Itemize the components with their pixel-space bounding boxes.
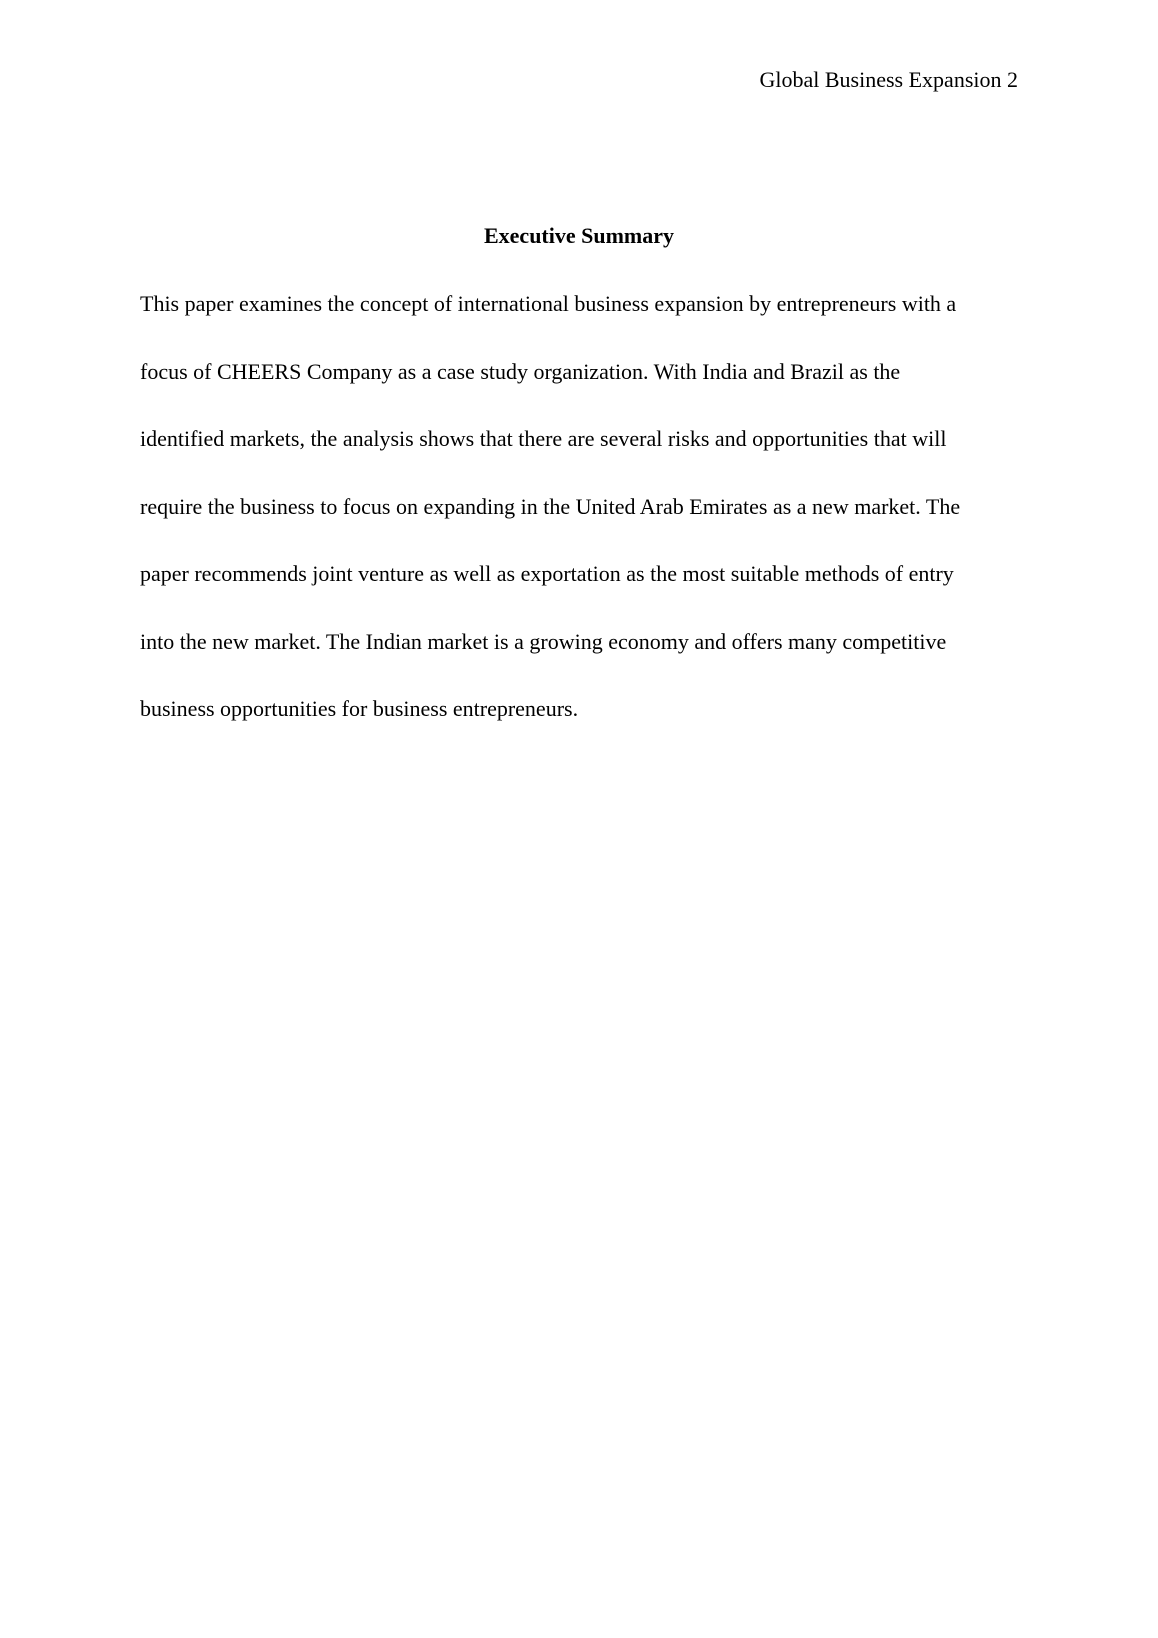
summary-paragraph	[140, 290, 1018, 763]
paragraph-line: This paper examines the concept of international business expansion by entrepreneurs with a	[140, 291, 957, 316]
paragraph-line: into the new market. The Indian market is a growing economy and offers many competitive	[140, 628, 947, 654]
paragraph-line: business opportunities for business entrepreneurs.	[140, 696, 579, 721]
section-title: Executive Summary	[483, 223, 675, 248]
paragraph-line: focus of CHEERS Company as a case study organization. With India and Brazil as the	[140, 358, 901, 384]
paragraph-line: require the business to focus on expanding in the United Arab Emirates as a new market. The	[140, 493, 961, 519]
paragraph-line: identified markets, the analysis shows that there are several risks and opportunities that will	[140, 426, 947, 451]
paragraph-line: paper recommends joint venture as well as exportation as the most suitable methods of entry	[140, 561, 954, 586]
running-head: Global Business Expansion 2	[759, 67, 1018, 92]
